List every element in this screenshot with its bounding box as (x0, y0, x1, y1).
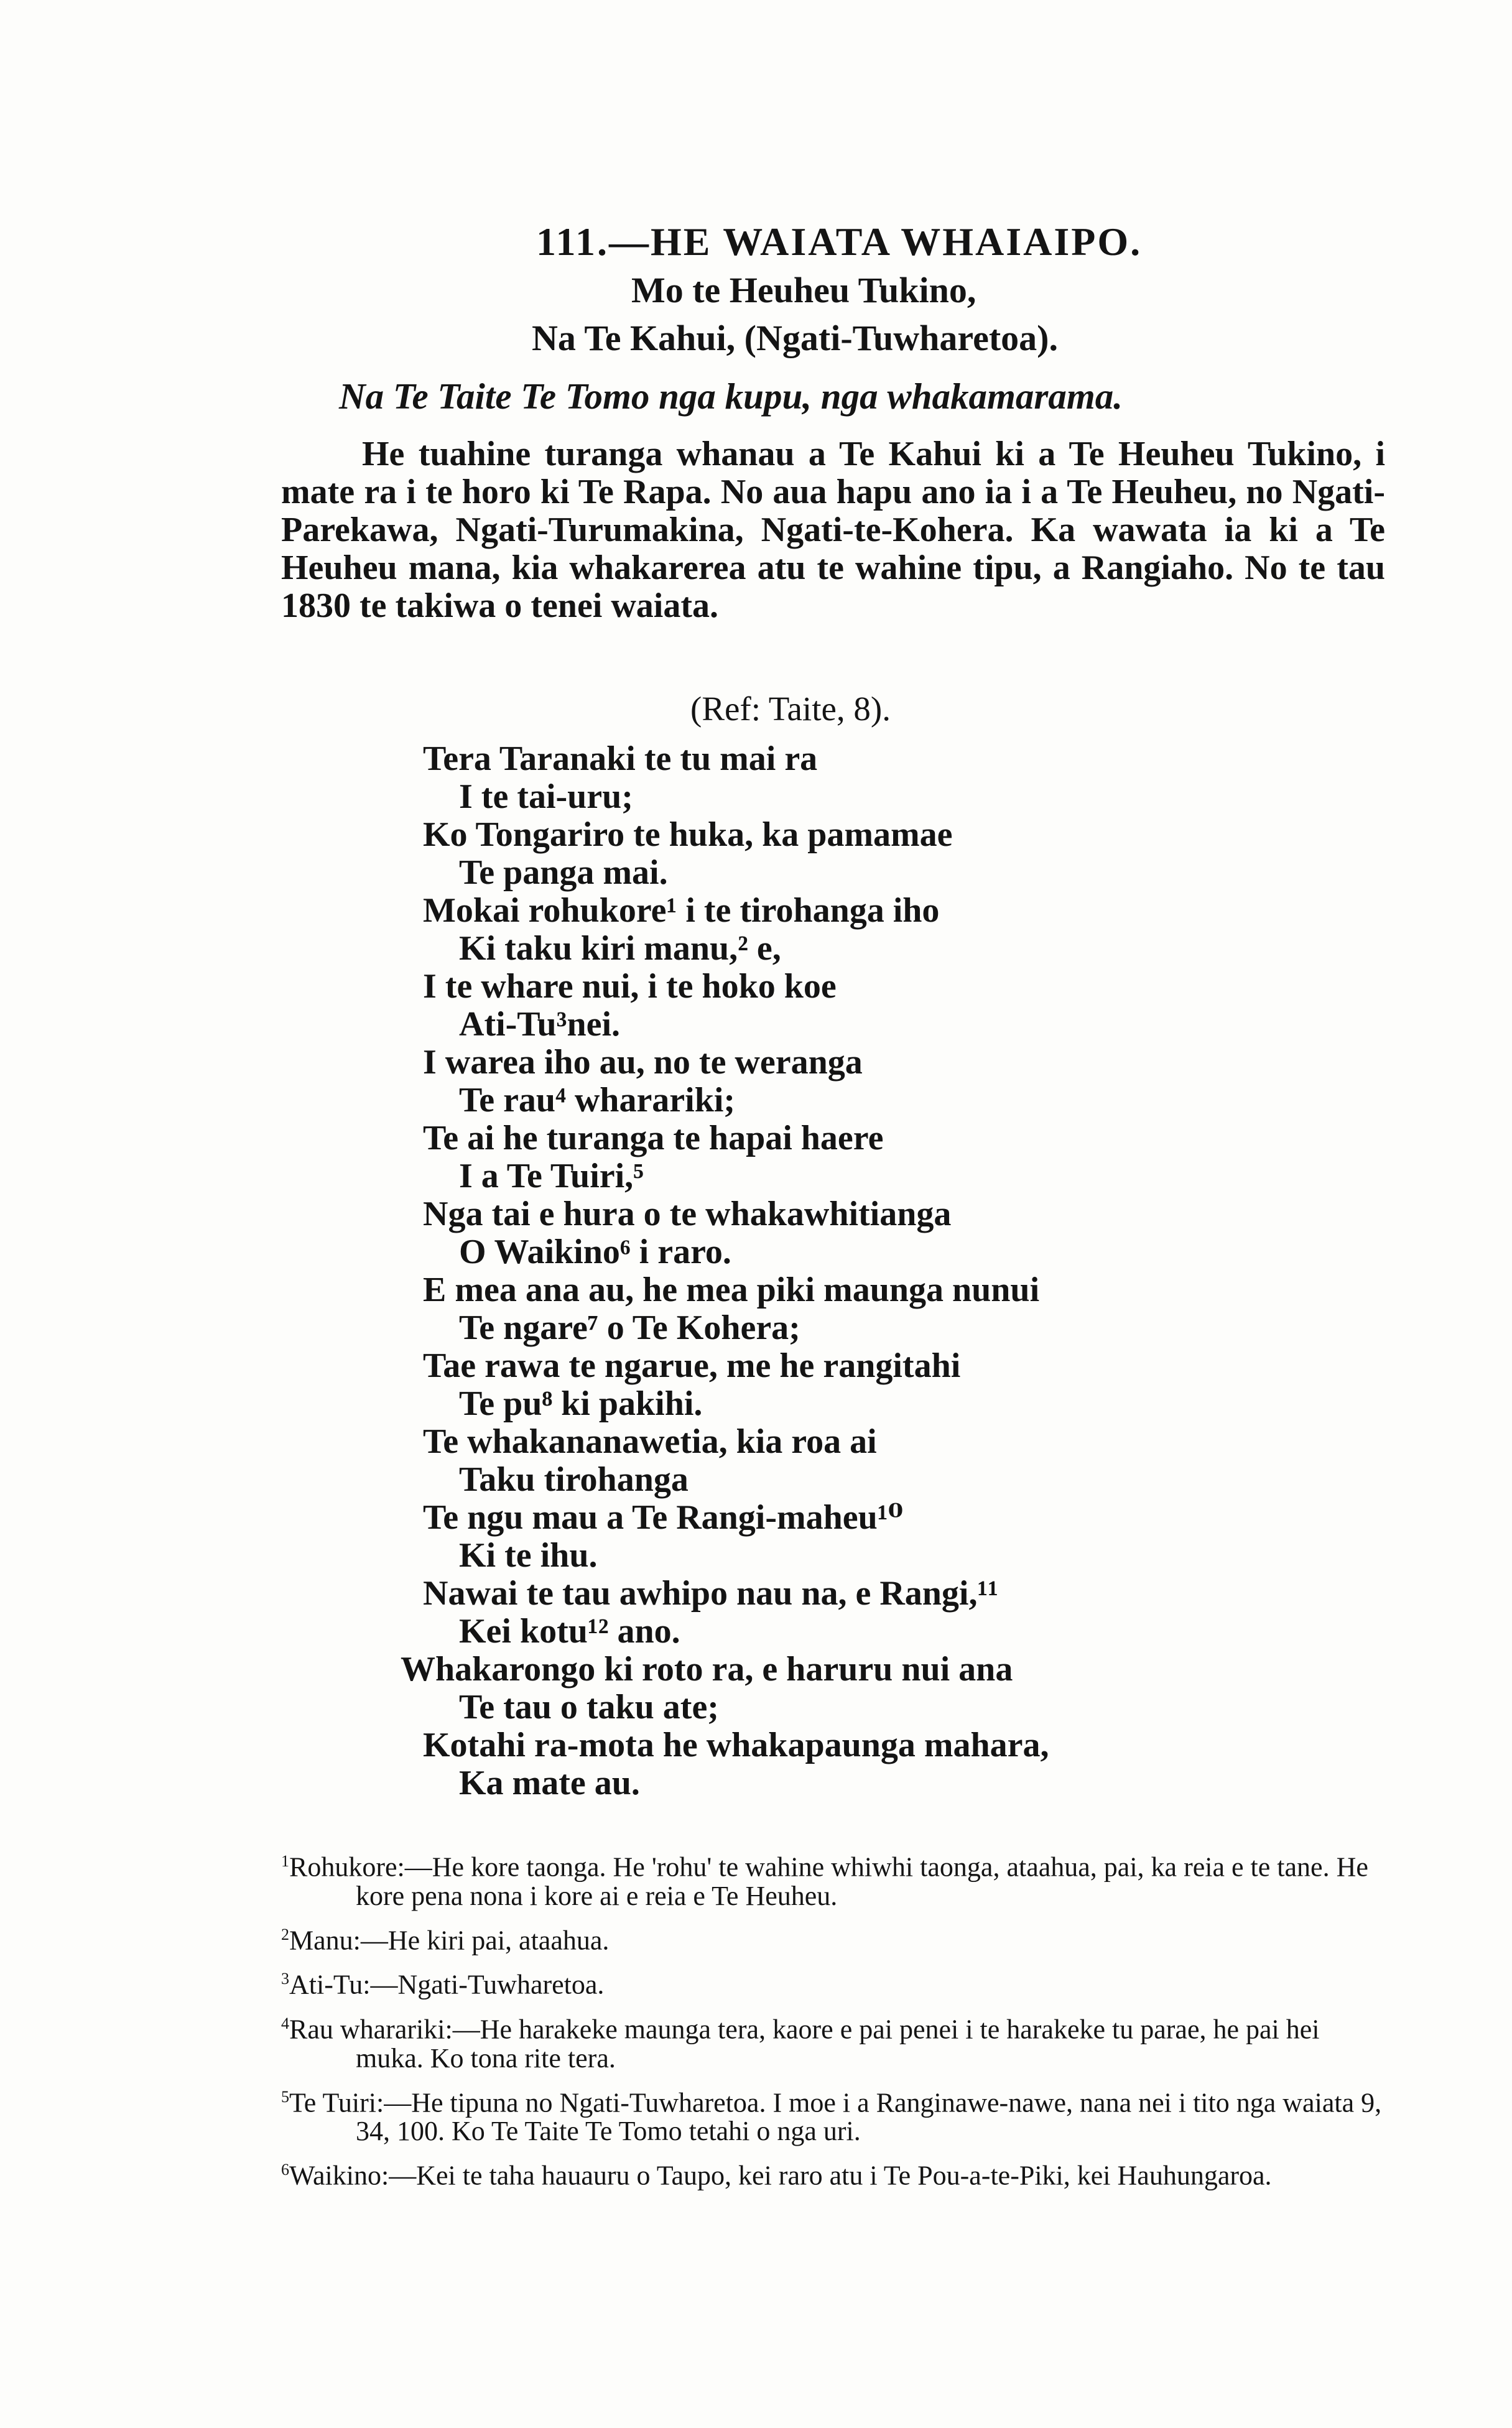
footnote-number: 2 (281, 1925, 289, 1944)
footnote (281, 1921, 1385, 1955)
poem-line: Ki te ihu. (459, 1536, 598, 1575)
footnote-text: —Ngati-Tuwharetoa. (370, 1969, 605, 2000)
reference-line: (Ref: Taite, 8). (690, 690, 891, 728)
footnote-text: —He kore taonga. He 'rohu' te wahine whiwhi taonga, ataahua, pai, ka reia e te tane. He kore pena nona i kore ai e reia e Te Heuheu. (356, 1851, 1368, 1911)
poem-line: Nga tai e hura o te whakawhitianga (423, 1195, 952, 1233)
page-title: 111.—HE WAIATA WHAIAIPO. (536, 220, 1143, 264)
footnotes (281, 1847, 1385, 2200)
footnote-term: Rau wharariki: (289, 2014, 453, 2045)
poem-line: Kotahi ra-mota he whakapaunga mahara, (423, 1726, 1049, 1764)
poem-line: I a Te Tuiri,⁵ (459, 1157, 644, 1195)
footnote-number: 4 (281, 2014, 289, 2032)
footnote (281, 1965, 1385, 1999)
poem-line: Nawai te tau awhipo nau na, e Rangi,¹¹ (423, 1574, 999, 1613)
footnote-text: —He tipuna no Ngati-Tuwharetoa. I moe i a Ranginawe-nawe, nana nei i tito nga waiata 9, 34, 100. Ko Te Taite Te Tomo tetahi o nga uri. (356, 2087, 1382, 2147)
footnote-text: —Kei te taha hauauru o Taupo, kei raro atu i Te Pou-a-te-Piki, kei Hauhungaroa. (389, 2160, 1272, 2191)
footnote (281, 2083, 1385, 2146)
poem-line: Tae rawa te ngarue, me he rangitahi (423, 1346, 961, 1385)
footnote-number: 6 (281, 2161, 289, 2179)
poem-line: I warea iho au, no te weranga (423, 1043, 863, 1082)
poem-line: Te ai he turanga te hapai haere (423, 1119, 884, 1157)
footnote-number: 1 (281, 1852, 289, 1870)
footnote-number: 3 (281, 1970, 289, 1988)
footnote-term: Rohukore: (289, 1851, 405, 1883)
poem-line: Tera Taranaki te tu mai ra (423, 739, 818, 778)
footnote (281, 2009, 1385, 2073)
poem-line: Te panga mai. (459, 853, 668, 892)
footnote-text: —He harakeke maunga tera, kaore e pai penei i te harakeke tu parae, he pai hei muka. Ko tona rite tera. (356, 2014, 1320, 2074)
poem-line: E mea ana au, he mea piki maunga nunui (423, 1271, 1040, 1309)
composer-line: Na Te Kahui, (Ngati-Tuwharetoa). (532, 318, 1058, 358)
credit-line: Na Te Taite Te Tomo nga kupu, nga whakamarama. (339, 376, 1123, 417)
poem-line: O Waikino⁶ i raro. (459, 1233, 731, 1271)
footnote-term: Te Tuiri: (289, 2087, 384, 2118)
footnote-number: 5 (281, 2087, 289, 2106)
poem-line: Te tau o taku ate; (459, 1688, 719, 1726)
poem-line: Kei kotu¹² ano. (459, 1612, 680, 1651)
footnote-term: Waikino: (289, 2160, 389, 2191)
poem-line: I te tai-uru; (459, 777, 633, 816)
poem-line: Te ngu mau a Te Rangi-maheu¹⁰ (423, 1498, 904, 1537)
footnote (281, 2156, 1385, 2190)
footnote-term: Manu: (289, 1925, 361, 1956)
intro-paragraph: He tuahine turanga whanau a Te Kahui ki a Te Heuheu Tukino, i mate ra i te horo ki Te Rapa. No aua hapu ano ia i a Te Heuheu, no Ngati-Parekawa, Ngati-Turumakina, Ngati-te-Kohera. Ka wawata ia ki a Te Heuheu mana, kia whakarerea atu te wahine tipu, a Rangiaho. No te tau 1830 te takiwa o tenei waiata. (281, 435, 1385, 625)
poem-line: Te rau⁴ wharariki; (459, 1081, 736, 1119)
poem-line: Taku tirohanga (459, 1460, 689, 1499)
poem-line: Ati-Tu³nei. (459, 1005, 620, 1044)
poem-line: Ki taku kiri manu,² e, (459, 929, 781, 968)
poem-line: Te ngare⁷ o Te Kohera; (459, 1309, 800, 1347)
footnote-term: Ati-Tu: (289, 1969, 371, 2000)
poem-line: Ko Tongariro te huka, ka pamamae (423, 815, 953, 854)
footnote (281, 1847, 1385, 1911)
poem-line: I te whare nui, i te hoko koe (423, 967, 837, 1006)
footnote-text: —He kiri pai, ataahua. (360, 1925, 610, 1956)
poem-line: Whakarongo ki roto ra, e haruru nui ana (401, 1650, 1013, 1689)
dedication-line: Mo te Heuheu Tukino, (631, 270, 976, 310)
poem (401, 739, 1418, 1802)
poem-line: Te pu⁸ ki pakihi. (459, 1384, 703, 1423)
poem-line: Ka mate au. (459, 1764, 640, 1802)
poem-line: Te whakananawetia, kia roa ai (423, 1422, 877, 1461)
poem-line: Mokai rohukore¹ i te tirohanga iho (423, 891, 940, 930)
